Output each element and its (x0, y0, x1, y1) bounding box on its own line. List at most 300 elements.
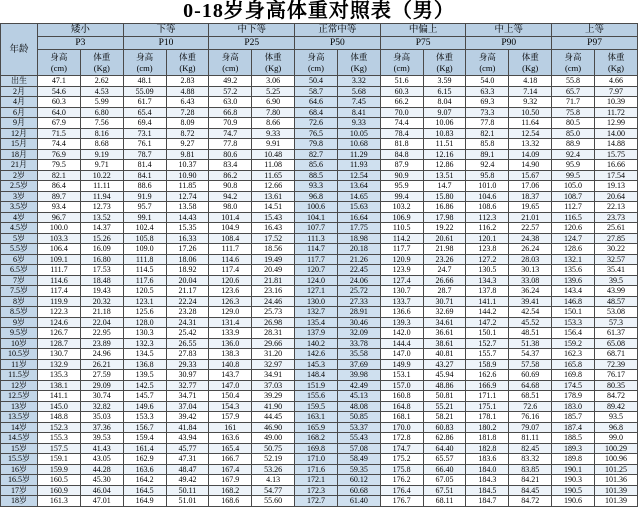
weight-cell: 12.54 (509, 128, 552, 139)
weight-label: 体重 (607, 52, 625, 63)
height-cell: 168.2 (295, 433, 338, 444)
weight-cell: 20.49 (252, 265, 295, 276)
height-cell: 74.4 (38, 139, 81, 150)
weight-cell: 10.68 (337, 139, 380, 150)
height-cell: 124.7 (552, 233, 595, 244)
weight-unit: (Kg) (436, 62, 453, 73)
weight-cell: 13.51 (423, 170, 466, 181)
age-cell: 2岁 (1, 170, 38, 181)
weight-cell: 45.77 (166, 443, 209, 454)
weight-cell: 11.64 (509, 118, 552, 129)
percentile-label-p10: P10 (123, 37, 209, 50)
height-cell: 82.7 (295, 149, 338, 160)
weight-cell: 12.99 (594, 118, 637, 129)
weight-unit: (Kg) (179, 62, 196, 73)
weight-cell: 26.21 (80, 359, 123, 370)
weight-cell: 15.80 (423, 191, 466, 202)
weight-cell: 84.21 (509, 475, 552, 486)
weight-cell: 11.29 (337, 149, 380, 160)
weight-cell: 39.98 (337, 370, 380, 381)
height-cell: 171.1 (466, 391, 509, 402)
percentile-label-p90: P90 (466, 37, 552, 50)
height-cell: 176.4 (380, 485, 423, 496)
height-cell: 116.2 (466, 223, 509, 234)
height-unit-header (123, 50, 166, 76)
weight-cell: 96.8 (594, 422, 637, 433)
age-cell: 9月 (1, 118, 38, 129)
age-cell: 4.5岁 (1, 223, 38, 234)
height-cell: 90.9 (380, 170, 423, 181)
weight-label: 体重 (93, 52, 111, 63)
weight-cell: 34.61 (423, 317, 466, 328)
weight-cell: 20.18 (337, 244, 380, 255)
height-cell: 149.6 (123, 401, 166, 412)
table-row (1, 76, 638, 87)
weight-cell: 81.11 (509, 433, 552, 444)
weight-cell: 32.09 (337, 328, 380, 339)
weight-cell: 8.68 (80, 139, 123, 150)
height-cell: 130.0 (295, 296, 338, 307)
height-unit-header (380, 50, 423, 76)
weight-cell: 55.43 (337, 433, 380, 444)
height-cell: 150.1 (552, 307, 595, 318)
age-cell: 6岁 (1, 254, 38, 265)
height-cell: 79.8 (295, 139, 338, 150)
weight-cell: 8.72 (166, 128, 209, 139)
height-cell: 95.9 (552, 160, 595, 171)
height-cell: 144.2 (466, 307, 509, 318)
height-label: 身高 (564, 52, 582, 63)
height-cell: 67.9 (38, 118, 81, 129)
height-label: 身高 (50, 52, 68, 63)
height-cell: 98.0 (209, 202, 252, 213)
height-cell: 122.3 (38, 307, 81, 318)
height-cell: 49.2 (209, 76, 252, 87)
height-cell: 174.7 (380, 443, 423, 454)
height-cell: 184.7 (466, 496, 509, 507)
table-row (1, 401, 638, 412)
table-row (1, 202, 638, 213)
weight-cell: 11.72 (594, 107, 637, 118)
height-cell: 74.7 (209, 128, 252, 139)
weight-cell: 12.54 (337, 170, 380, 181)
weight-cell: 12.86 (423, 160, 466, 171)
height-cell: 106.9 (380, 212, 423, 223)
weight-cell: 7.97 (594, 86, 637, 97)
height-cell: 120.1 (466, 233, 509, 244)
height-cell: 159.9 (38, 464, 81, 475)
height-cell: 76.5 (295, 128, 338, 139)
height-cell: 180.2 (466, 422, 509, 433)
height-cell: 164.9 (123, 496, 166, 507)
table-header (1, 24, 638, 76)
weight-cell: 36.61 (423, 328, 466, 339)
weight-cell: 32.69 (423, 307, 466, 318)
weight-cell: 19.65 (509, 202, 552, 213)
age-cell: 6.5岁 (1, 265, 38, 276)
table-row (1, 286, 638, 297)
height-cell: 187.4 (552, 422, 595, 433)
weight-cell: 21.26 (337, 254, 380, 265)
age-cell: 2.5岁 (1, 181, 38, 192)
weight-unit-header (509, 50, 552, 76)
weight-cell: 60.68 (337, 485, 380, 496)
height-cell: 84.1 (123, 170, 166, 181)
weight-cell: 13.61 (252, 191, 295, 202)
height-cell: 88.6 (123, 181, 166, 192)
weight-cell: 101.39 (594, 485, 637, 496)
weight-cell: 6.43 (166, 97, 209, 108)
table-row (1, 265, 638, 276)
height-cell: 132.9 (38, 359, 81, 370)
weight-cell: 18.37 (509, 191, 552, 202)
height-cell: 156.4 (552, 328, 595, 339)
age-cell: 12岁 (1, 380, 38, 391)
height-unit: (cm) (307, 62, 324, 73)
age-cell: 16.5岁 (1, 475, 38, 486)
weight-cell: 48.47 (166, 464, 209, 475)
age-cell: 3岁 (1, 191, 38, 202)
percentile-label-p25: P25 (209, 37, 295, 50)
height-cell: 76.1 (123, 139, 166, 150)
weight-cell: 9.91 (252, 139, 295, 150)
weight-cell: 9.81 (166, 149, 209, 160)
height-cell: 159.4 (123, 433, 166, 444)
height-cell: 160.5 (38, 475, 81, 486)
height-cell: 184.3 (466, 475, 509, 486)
weight-cell: 39.42 (166, 412, 209, 423)
height-cell: 128.6 (552, 244, 595, 255)
height-cell: 178.1 (466, 412, 509, 423)
table-row (1, 223, 638, 234)
height-cell: 183.0 (552, 401, 595, 412)
height-cell: 189.8 (552, 454, 595, 465)
height-cell: 54.6 (38, 86, 81, 97)
weight-cell: 24.06 (337, 275, 380, 286)
weight-cell: 84.45 (509, 485, 552, 496)
height-cell: 139.3 (380, 317, 423, 328)
height-cell: 89.1 (466, 149, 509, 160)
weight-cell: 12.73 (80, 202, 123, 213)
height-cell: 114.6 (38, 275, 81, 286)
weight-cell: 25.72 (337, 286, 380, 297)
table-row (1, 296, 638, 307)
table-row (1, 139, 638, 150)
height-cell: 162.6 (466, 370, 509, 381)
age-cell: 2月 (1, 86, 38, 97)
table-row (1, 380, 638, 391)
height-cell: 123.9 (380, 265, 423, 276)
weight-cell: 28.91 (337, 307, 380, 318)
height-cell: 102.4 (123, 223, 166, 234)
height-cell: 142.0 (380, 328, 423, 339)
age-cell: 13.5岁 (1, 412, 38, 423)
height-cell: 117.6 (123, 275, 166, 286)
weight-cell: 80.35 (594, 380, 637, 391)
table-row (1, 254, 638, 265)
height-cell: 156.7 (123, 422, 166, 433)
weight-cell: 11.11 (80, 181, 123, 192)
weight-cell: 17.53 (80, 265, 123, 276)
percentile-label-p97: P97 (552, 37, 638, 50)
height-cell: 157.5 (38, 443, 81, 454)
weight-cell: 83.32 (509, 454, 552, 465)
weight-cell: 3.32 (337, 76, 380, 87)
weight-cell: 65.57 (423, 454, 466, 465)
height-cell: 100.0 (38, 223, 81, 234)
weight-cell: 14.51 (252, 202, 295, 213)
weight-cell: 24.7 (423, 265, 466, 276)
height-cell: 83.4 (209, 160, 252, 171)
weight-cell: 61.40 (337, 496, 380, 507)
height-cell: 182.8 (466, 443, 509, 454)
height-cell: 120.6 (552, 223, 595, 234)
height-cell: 112.3 (466, 212, 509, 223)
height-unit: (cm) (222, 62, 239, 73)
weight-cell: 40.81 (423, 349, 466, 360)
weight-cell: 17.98 (423, 212, 466, 223)
age-cell: 8岁 (1, 296, 38, 307)
height-cell: 148.4 (295, 370, 338, 381)
height-cell: 161.3 (38, 496, 81, 507)
height-cell: 170.0 (380, 422, 423, 433)
height-cell: 167.9 (209, 475, 252, 486)
height-cell: 55.8 (552, 76, 595, 87)
weight-unit-header (423, 50, 466, 76)
height-cell: 131.4 (209, 317, 252, 328)
table-row (1, 118, 638, 129)
height-cell: 107.7 (295, 223, 338, 234)
weight-cell: 15.26 (80, 233, 123, 244)
weight-cell: 45.30 (80, 475, 123, 486)
height-cell: 101.0 (466, 181, 509, 192)
weight-cell: 14.7 (423, 181, 466, 192)
height-cell: 109.1 (38, 254, 81, 265)
weight-cell: 18.92 (166, 265, 209, 276)
height-cell: 139.6 (552, 275, 595, 286)
height-cell: 178.9 (552, 391, 595, 402)
height-cell: 155.6 (295, 391, 338, 402)
height-cell: 96.8 (295, 191, 338, 202)
weight-cell: 30.74 (80, 391, 123, 402)
height-cell: 153.3 (123, 412, 166, 423)
height-cell: 176.2 (380, 475, 423, 486)
weight-cell: 100.96 (594, 454, 637, 465)
weight-cell: 51.01 (166, 496, 209, 507)
height-cell: 116.5 (552, 212, 595, 223)
height-cell: 63.0 (209, 97, 252, 108)
height-cell: 66.2 (380, 97, 423, 108)
weight-cell: 60.83 (423, 422, 466, 433)
height-cell: 128.0 (123, 317, 166, 328)
weight-cell: 13.52 (80, 212, 123, 223)
height-cell: 120.7 (295, 265, 338, 276)
weight-cell: 17.75 (337, 223, 380, 234)
height-cell: 165.9 (295, 422, 338, 433)
height-cell: 165.8 (552, 359, 595, 370)
weight-cell: 89.42 (594, 401, 637, 412)
weight-cell: 30.46 (337, 317, 380, 328)
height-cell: 105.8 (123, 233, 166, 244)
height-cell: 111.7 (209, 244, 252, 255)
weight-cell: 45.13 (337, 391, 380, 402)
height-cell: 120.6 (209, 275, 252, 286)
height-label: 身高 (307, 52, 325, 63)
table-row (1, 370, 638, 381)
table-row (1, 433, 638, 444)
weight-cell: 35.03 (80, 412, 123, 423)
height-cell: 139.5 (123, 370, 166, 381)
weight-cell: 34.71 (166, 391, 209, 402)
height-unit-header (209, 50, 252, 76)
age-cell: 16岁 (1, 464, 38, 475)
weight-cell: 68.71 (594, 349, 637, 360)
weight-cell: 49.42 (166, 475, 209, 486)
weight-cell: 12.66 (252, 181, 295, 192)
weight-cell: 19.43 (80, 286, 123, 297)
weight-cell: 10.39 (594, 97, 637, 108)
weight-cell: 84.72 (509, 496, 552, 507)
weight-cell: 9.27 (166, 139, 209, 150)
height-cell: 99.5 (552, 170, 595, 181)
weight-cell: 49.00 (252, 433, 295, 444)
weight-cell: 60.69 (509, 370, 552, 381)
weight-cell: 17.54 (594, 170, 637, 181)
height-cell: 87.9 (380, 160, 423, 171)
height-label: 身高 (478, 52, 496, 63)
weight-cell: 19.22 (423, 223, 466, 234)
weight-cell: 25.73 (252, 307, 295, 318)
table-row (1, 212, 638, 223)
weight-cell: 22.24 (166, 296, 209, 307)
height-cell: 111.8 (123, 254, 166, 265)
weight-cell: 50.85 (337, 412, 380, 423)
weight-unit-header (252, 50, 295, 76)
weight-cell: 14.65 (337, 191, 380, 202)
weight-cell: 16.80 (80, 254, 123, 265)
weight-cell: 45.52 (509, 317, 552, 328)
height-cell: 112.7 (552, 202, 595, 213)
weight-cell: 2.62 (80, 76, 123, 87)
weight-cell: 7.80 (252, 107, 295, 118)
height-cell: 55.09 (123, 86, 166, 97)
height-cell: 174.5 (552, 380, 595, 391)
weight-cell: 76.16 (509, 412, 552, 423)
height-cell: 141.1 (466, 296, 509, 307)
weight-cell: 20.04 (166, 275, 209, 286)
table-row (1, 412, 638, 423)
height-cell: 57.2 (209, 86, 252, 97)
height-cell: 130.7 (38, 349, 81, 360)
weight-cell: 43.94 (166, 433, 209, 444)
height-cell: 144.4 (380, 338, 423, 349)
age-cell: 出生 (1, 76, 38, 87)
weight-cell: 2.83 (166, 76, 209, 87)
weight-cell: 14.37 (80, 223, 123, 234)
weight-cell: 27.59 (80, 370, 123, 381)
height-cell: 58.7 (295, 86, 338, 97)
weight-cell: 4.18 (509, 76, 552, 87)
height-cell: 153.1 (380, 370, 423, 381)
table-row (1, 191, 638, 202)
weight-cell: 50.81 (423, 391, 466, 402)
height-cell: 109.0 (123, 244, 166, 255)
weight-cell: 10.83 (423, 128, 466, 139)
age-cell: 21月 (1, 160, 38, 171)
group-label-p10: 下等 (123, 24, 209, 37)
weight-label: 体重 (521, 52, 539, 63)
height-cell: 135.3 (38, 370, 81, 381)
height-cell: 110.5 (380, 223, 423, 234)
height-cell: 114.6 (209, 254, 252, 265)
weight-cell: 14.43 (166, 212, 209, 223)
height-cell: 136.6 (380, 307, 423, 318)
weight-cell: 101.39 (594, 496, 637, 507)
weight-cell: 4.88 (166, 86, 209, 97)
weight-cell: 22.95 (80, 328, 123, 339)
weight-cell: 20.64 (594, 191, 637, 202)
weight-cell: 67.05 (423, 475, 466, 486)
age-cell: 14岁 (1, 422, 38, 433)
height-cell: 175.2 (380, 454, 423, 465)
table-row (1, 244, 638, 255)
weight-unit-header (594, 50, 637, 76)
height-cell: 111.7 (38, 265, 81, 276)
weight-cell: 19.13 (594, 181, 637, 192)
height-cell: 163.6 (123, 464, 166, 475)
age-cell: 12月 (1, 128, 38, 139)
weight-cell: 39.29 (252, 391, 295, 402)
weight-cell: 13.64 (337, 181, 380, 192)
height-cell: 159.5 (295, 401, 338, 412)
height-cell: 120.9 (380, 254, 423, 265)
height-cell: 74.4 (380, 118, 423, 129)
height-cell: 157.9 (209, 412, 252, 423)
height-cell: 172.1 (295, 475, 338, 486)
height-cell: 119.9 (38, 296, 81, 307)
height-cell: 130.5 (466, 265, 509, 276)
weight-cell: 51.38 (509, 338, 552, 349)
weight-cell: 66.40 (423, 464, 466, 475)
height-cell: 150.1 (466, 328, 509, 339)
weight-cell: 68.11 (423, 496, 466, 507)
height-cell: 142.5 (123, 380, 166, 391)
height-cell: 106.4 (38, 244, 81, 255)
weight-cell: 21.98 (423, 244, 466, 255)
weight-cell: 48.86 (423, 380, 466, 391)
weight-cell: 46.04 (80, 485, 123, 496)
weight-cell: 14.88 (594, 139, 637, 150)
height-cell: 168.1 (380, 412, 423, 423)
height-unit: (cm) (136, 62, 153, 73)
weight-cell: 20.61 (423, 233, 466, 244)
height-unit-header (38, 50, 81, 76)
height-cell: 190.6 (552, 496, 595, 507)
height-cell: 159.2 (552, 338, 595, 349)
weight-cell: 32.97 (252, 359, 295, 370)
age-cell: 15岁 (1, 443, 38, 454)
weight-cell: 18.06 (166, 254, 209, 265)
weight-unit-header (80, 50, 123, 76)
height-cell: 82.1 (466, 128, 509, 139)
weight-cell: 47.31 (166, 454, 209, 465)
weight-cell: 23.89 (80, 338, 123, 349)
height-cell: 91.9 (123, 191, 166, 202)
height-cell: 168.2 (209, 485, 252, 496)
age-cell: 15.5岁 (1, 454, 38, 465)
weight-cell: 37.03 (252, 380, 295, 391)
weight-cell: 30.97 (166, 370, 209, 381)
